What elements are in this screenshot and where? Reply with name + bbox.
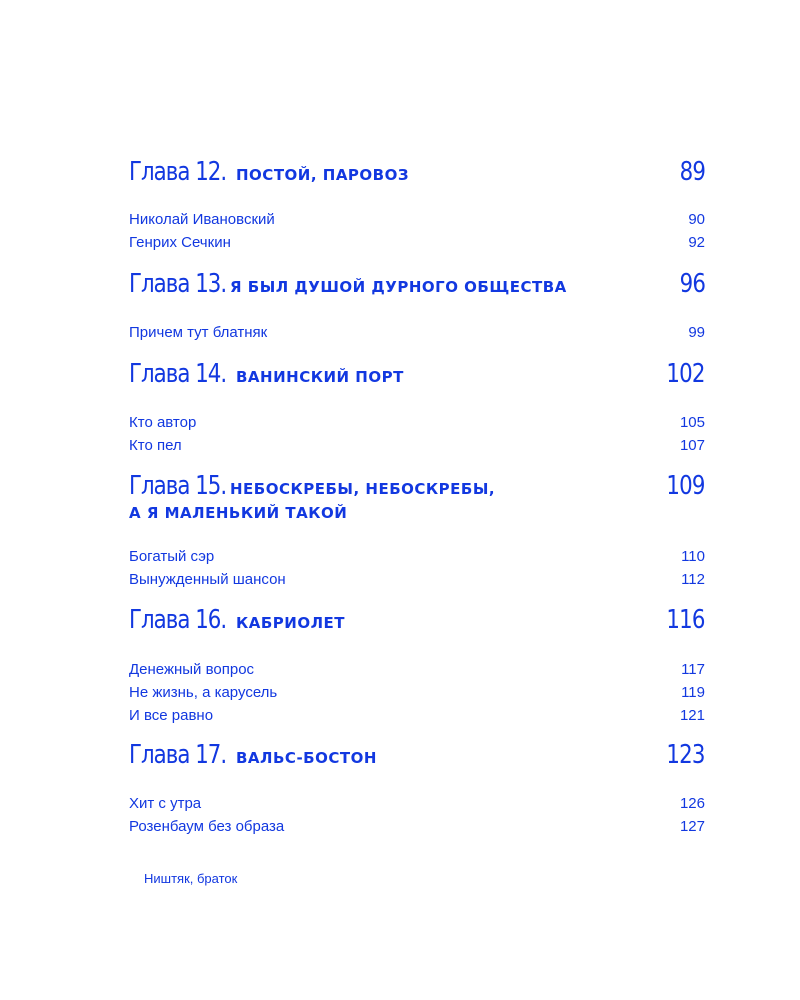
section-list bbox=[129, 411, 705, 457]
chapter-header bbox=[129, 269, 705, 309]
chapter-label: Глава 12. bbox=[129, 157, 227, 187]
toc-item-page: 110 bbox=[681, 548, 705, 565]
toc-item-page: 121 bbox=[679, 707, 705, 724]
toc-item-label: Причем тут блатняк bbox=[129, 324, 268, 341]
chapter-label: Глава 13. bbox=[129, 269, 227, 299]
chapter-page-number: 116 bbox=[666, 605, 705, 635]
toc-item-label: Денежный вопрос bbox=[129, 661, 255, 678]
footer-note: Ништяк, браток bbox=[144, 871, 238, 886]
chapter-header bbox=[129, 740, 705, 780]
chapter-label: Глава 15. bbox=[129, 471, 227, 501]
chapter-title: ПОСТОЙ, ПАРОВОЗ bbox=[236, 166, 410, 184]
chapter-title-line-2: А Я МАЛЕНЬКИЙ ТАКОЙ bbox=[129, 504, 348, 522]
chapter-page-number: 89 bbox=[679, 157, 705, 187]
toc-item[interactable] bbox=[129, 681, 705, 704]
toc-item[interactable] bbox=[129, 321, 705, 344]
toc-item-page: 112 bbox=[681, 571, 705, 588]
toc-item-label: Генрих Сечкин bbox=[129, 234, 231, 251]
toc-item-page: 92 bbox=[688, 234, 705, 251]
toc-item-page: 99 bbox=[688, 324, 705, 341]
toc-item-label: Богатый сэр bbox=[129, 548, 215, 565]
chapter-title: Я БЫЛ ДУШОЙ ДУРНОГО ОБЩЕСТВА bbox=[230, 278, 567, 296]
chapter-header bbox=[129, 605, 705, 645]
chapter-label: Глава 17. bbox=[129, 740, 227, 770]
toc-item-page: 126 bbox=[679, 795, 705, 812]
chapter-title: ВАНИНСКИЙ ПОРТ bbox=[236, 368, 404, 386]
chapter-page-number: 96 bbox=[679, 269, 705, 299]
chapter-header bbox=[129, 471, 705, 531]
chapter-label: Глава 14. bbox=[129, 359, 227, 389]
toc-item-label: Хит с утра bbox=[129, 795, 202, 812]
toc-item-page: 117 bbox=[681, 661, 705, 678]
toc-item[interactable] bbox=[129, 434, 705, 457]
toc-item[interactable] bbox=[129, 208, 705, 231]
section-list bbox=[129, 658, 705, 727]
toc-item[interactable] bbox=[129, 411, 705, 434]
chapter-title: НЕБОСКРЕБЫ, НЕБОСКРЕБЫ, bbox=[230, 480, 496, 498]
toc-item-page: 90 bbox=[688, 211, 705, 228]
toc-item[interactable] bbox=[129, 568, 705, 591]
chapter-label: Глава 16. bbox=[129, 605, 227, 635]
section-list bbox=[129, 792, 705, 838]
chapter-header bbox=[129, 157, 705, 197]
chapter-page-number: 123 bbox=[666, 740, 705, 770]
toc-item-page: 105 bbox=[679, 414, 705, 431]
chapter-title: ВАЛЬС-БОСТОН bbox=[236, 749, 377, 767]
toc-item[interactable] bbox=[129, 815, 705, 838]
toc-item[interactable] bbox=[129, 545, 705, 568]
toc-item[interactable] bbox=[129, 704, 705, 727]
section-list bbox=[129, 545, 705, 591]
toc-item-page: 107 bbox=[679, 437, 705, 454]
chapter-title: КАБРИОЛЕТ bbox=[236, 614, 346, 632]
section-list bbox=[129, 321, 705, 344]
toc-item[interactable] bbox=[129, 231, 705, 254]
chapter-page-number: 109 bbox=[666, 471, 705, 501]
toc-item-page: 127 bbox=[679, 818, 705, 835]
toc-item-page: 119 bbox=[681, 684, 705, 701]
chapter-header bbox=[129, 359, 705, 399]
toc-item-label: Розенбаум без образа bbox=[129, 818, 285, 835]
toc-item-label: Кто автор bbox=[129, 414, 197, 431]
section-list bbox=[129, 208, 705, 254]
toc-item[interactable] bbox=[129, 658, 705, 681]
toc-item[interactable] bbox=[129, 792, 705, 815]
toc-item-label: И все равно bbox=[129, 707, 214, 724]
toc-item-label: Кто пел bbox=[129, 437, 182, 454]
toc-item-label: Николай Ивановский bbox=[129, 211, 275, 228]
chapter-page-number: 102 bbox=[666, 359, 705, 389]
toc-item-label: Вынужденный шансон bbox=[129, 571, 286, 588]
toc-item-label: Не жизнь, а карусель bbox=[129, 684, 278, 701]
